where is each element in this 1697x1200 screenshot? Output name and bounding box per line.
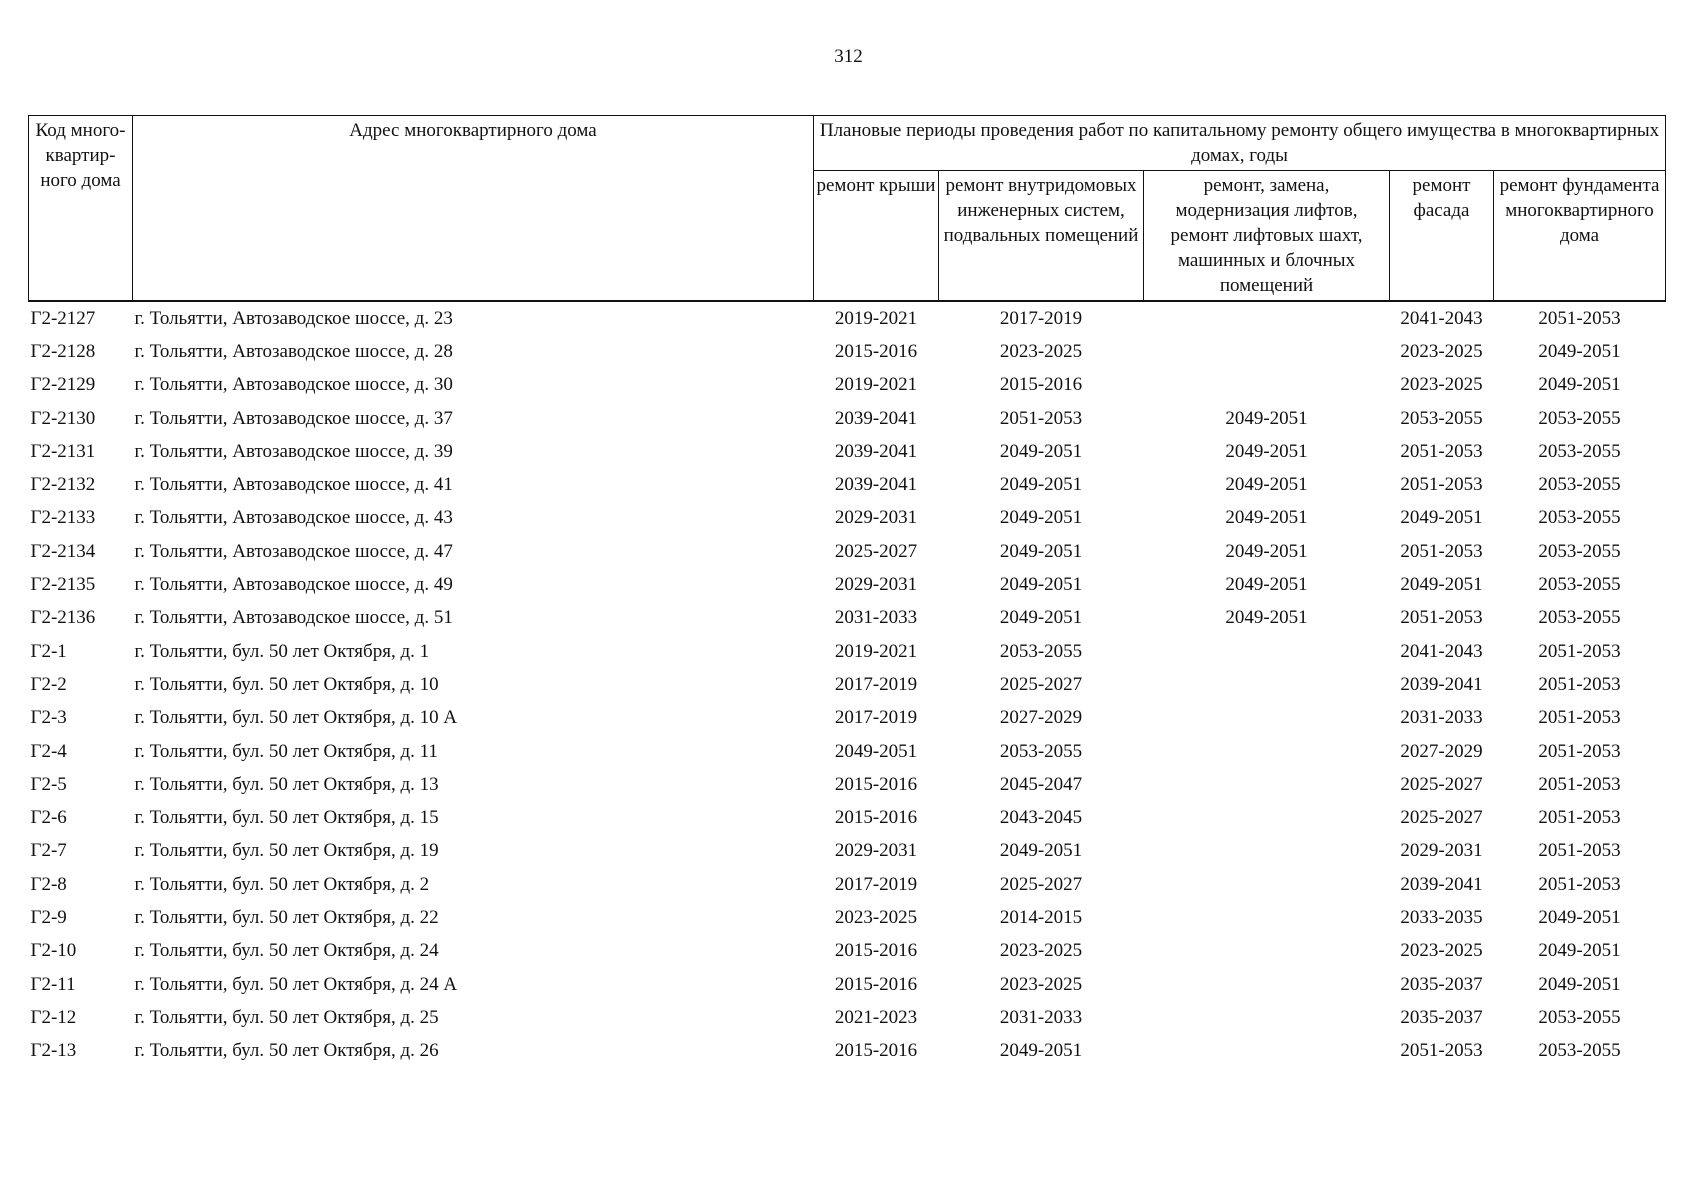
- cell-address: г. Тольятти, бул. 50 лет Октября, д. 24 А: [134, 973, 458, 995]
- cell-facade: 2023-2025: [1400, 374, 1483, 396]
- cell-facade: 2023-2025: [1400, 940, 1483, 962]
- cell-foundation: 2053-2055: [1538, 407, 1621, 429]
- cell-foundation: 2053-2055: [1538, 1006, 1621, 1028]
- cell-address: г. Тольятти, бул. 50 лет Октября, д. 13: [134, 773, 439, 795]
- header-roof: ремонт крыши: [814, 171, 939, 302]
- cell-code: Г2-2127: [30, 307, 96, 329]
- cell-code: Г2-4: [30, 740, 67, 762]
- cell-code: Г2-12: [30, 1006, 77, 1028]
- cell-foundation: 2053-2055: [1538, 507, 1621, 529]
- table-row: [29, 768, 1666, 801]
- cell-code: Г2-7: [30, 840, 67, 862]
- cell-elevators: [1144, 901, 1390, 934]
- cell-code: Г2-5: [30, 773, 67, 795]
- cell-roof: 2015-2016: [834, 340, 918, 362]
- cell-engineering: 2049-2051: [999, 574, 1083, 596]
- table-row: [29, 868, 1666, 901]
- cell-code: Г2-2128: [30, 340, 96, 362]
- cell-code: Г2-2133: [30, 507, 96, 529]
- cell-address: г. Тольятти, бул. 50 лет Октября, д. 19: [134, 840, 439, 862]
- cell-code: Г2-11: [30, 973, 76, 995]
- cell-foundation: 2051-2053: [1538, 707, 1621, 729]
- capital-repair-schedule-table: [28, 115, 1666, 1068]
- cell-code: Г2-9: [30, 906, 67, 928]
- cell-elevators: 2049-2051: [1225, 440, 1308, 462]
- cell-roof: 2023-2025: [834, 906, 918, 928]
- cell-engineering: 2027-2029: [999, 707, 1083, 729]
- cell-elevators: [1144, 702, 1390, 735]
- cell-roof: 2039-2041: [834, 440, 918, 462]
- cell-roof: 2031-2033: [834, 607, 918, 629]
- cell-foundation: 2053-2055: [1538, 540, 1621, 562]
- cell-code: Г2-1: [30, 640, 67, 662]
- header-address: Адрес многоквартирного дома: [133, 116, 814, 302]
- cell-engineering: 2025-2027: [999, 673, 1083, 695]
- cell-facade: 2051-2053: [1400, 1040, 1483, 1062]
- cell-foundation: 2051-2053: [1538, 873, 1621, 895]
- cell-facade: 2027-2029: [1400, 740, 1483, 762]
- cell-facade: 2025-2027: [1400, 807, 1483, 829]
- cell-foundation: 2051-2053: [1538, 773, 1621, 795]
- cell-engineering: 2053-2055: [999, 640, 1083, 662]
- table-row: [29, 402, 1666, 435]
- cell-facade: 2039-2041: [1400, 673, 1483, 695]
- cell-roof: 2017-2019: [834, 707, 918, 729]
- table-row: [29, 935, 1666, 968]
- cell-foundation: 2053-2055: [1538, 1040, 1621, 1062]
- cell-roof: 2019-2021: [834, 374, 918, 396]
- cell-facade: 2053-2055: [1400, 407, 1483, 429]
- cell-facade: 2051-2053: [1400, 440, 1483, 462]
- cell-code: Г2-8: [30, 873, 67, 895]
- cell-engineering: 2049-2051: [999, 540, 1083, 562]
- cell-facade: 2031-2033: [1400, 707, 1483, 729]
- cell-foundation: 2051-2053: [1538, 740, 1621, 762]
- cell-foundation: 2051-2053: [1538, 673, 1621, 695]
- cell-elevators: 2049-2051: [1225, 474, 1308, 496]
- cell-code: Г2-2134: [30, 540, 96, 562]
- table-row: [29, 369, 1666, 402]
- cell-facade: 2041-2043: [1400, 640, 1483, 662]
- cell-address: г. Тольятти, Автозаводское шоссе, д. 47: [134, 540, 453, 562]
- cell-engineering: 2025-2027: [999, 873, 1083, 895]
- cell-elevators: [1144, 369, 1390, 402]
- cell-address: г. Тольятти, Автозаводское шоссе, д. 28: [134, 340, 453, 362]
- cell-foundation: 2049-2051: [1538, 340, 1621, 362]
- table-header: [29, 116, 1666, 302]
- cell-address: г. Тольятти, Автозаводское шоссе, д. 39: [134, 440, 453, 462]
- cell-code: Г2-3: [30, 707, 67, 729]
- cell-roof: 2029-2031: [834, 574, 918, 596]
- cell-elevators: [1144, 801, 1390, 834]
- cell-facade: 2033-2035: [1400, 906, 1483, 928]
- cell-foundation: 2051-2053: [1538, 807, 1621, 829]
- cell-foundation: 2049-2051: [1538, 374, 1621, 396]
- cell-elevators: 2049-2051: [1225, 540, 1308, 562]
- cell-facade: 2035-2037: [1400, 973, 1483, 995]
- cell-facade: 2049-2051: [1400, 507, 1483, 529]
- cell-foundation: 2049-2051: [1538, 906, 1621, 928]
- cell-roof: 2039-2041: [834, 474, 918, 496]
- cell-elevators: [1144, 768, 1390, 801]
- cell-address: г. Тольятти, Автозаводское шоссе, д. 37: [134, 407, 453, 429]
- cell-foundation: 2053-2055: [1538, 474, 1621, 496]
- cell-foundation: 2051-2053: [1538, 840, 1621, 862]
- cell-address: г. Тольятти, Автозаводское шоссе, д. 43: [134, 507, 453, 529]
- cell-elevators: [1144, 635, 1390, 668]
- cell-address: г. Тольятти, бул. 50 лет Октября, д. 22: [134, 906, 439, 928]
- cell-elevators: [1144, 935, 1390, 968]
- cell-facade: 2051-2053: [1400, 607, 1483, 629]
- table-row: [29, 635, 1666, 668]
- header-facade: ремонт фасада: [1390, 171, 1494, 302]
- cell-roof: 2017-2019: [834, 873, 918, 895]
- table-row: [29, 1001, 1666, 1034]
- cell-engineering: 2014-2015: [999, 906, 1083, 928]
- cell-code: Г2-2136: [30, 607, 96, 629]
- cell-foundation: 2053-2055: [1538, 574, 1621, 596]
- cell-facade: 2041-2043: [1400, 307, 1483, 329]
- cell-code: Г2-6: [30, 807, 67, 829]
- cell-elevators: [1144, 968, 1390, 1001]
- cell-address: г. Тольятти, бул. 50 лет Октября, д. 2: [134, 873, 430, 895]
- table-row: [29, 301, 1666, 335]
- table-row: [29, 735, 1666, 768]
- cell-address: г. Тольятти, бул. 50 лет Октября, д. 25: [134, 1006, 439, 1028]
- table-row: [29, 835, 1666, 868]
- table-row: [29, 668, 1666, 701]
- header-foundation: ремонт фундамента многоквартирного дома: [1494, 171, 1666, 302]
- cell-elevators: [1144, 668, 1390, 701]
- cell-elevators: [1144, 1001, 1390, 1034]
- cell-facade: 2029-2031: [1400, 840, 1483, 862]
- cell-elevators: 2049-2051: [1225, 607, 1308, 629]
- cell-elevators: [1144, 835, 1390, 868]
- table-row: [29, 801, 1666, 834]
- cell-roof: 2029-2031: [834, 507, 918, 529]
- cell-elevators: 2049-2051: [1225, 574, 1308, 596]
- cell-address: г. Тольятти, бул. 50 лет Октября, д. 15: [134, 807, 439, 829]
- cell-address: г. Тольятти, бул. 50 лет Октября, д. 10: [134, 673, 439, 695]
- cell-address: г. Тольятти, Автозаводское шоссе, д. 49: [134, 574, 453, 596]
- cell-foundation: 2053-2055: [1538, 607, 1621, 629]
- cell-address: г. Тольятти, бул. 50 лет Октября, д. 10 А: [134, 707, 458, 729]
- cell-engineering: 2049-2051: [999, 507, 1083, 529]
- header-planned-periods: Плановые периоды проведения работ по капитальному ремонту общего имущества в многоквартирных домах, годы: [814, 116, 1666, 171]
- cell-elevators: [1144, 735, 1390, 768]
- table-row: [29, 968, 1666, 1001]
- table-row: [29, 702, 1666, 735]
- cell-engineering: 2043-2045: [999, 807, 1083, 829]
- header-elevators: ремонт, замена, модернизация лифтов, ремонт лифтовых шахт, машинных и блочных помещений: [1144, 171, 1390, 302]
- header-code: Код много-квартир-ного дома: [29, 116, 133, 302]
- cell-foundation: 2051-2053: [1538, 307, 1621, 329]
- table-row: [29, 535, 1666, 568]
- cell-code: Г2-2129: [30, 374, 96, 396]
- cell-engineering: 2015-2016: [999, 374, 1083, 396]
- cell-facade: 2039-2041: [1400, 873, 1483, 895]
- cell-elevators: 2049-2051: [1225, 507, 1308, 529]
- cell-address: г. Тольятти, Автозаводское шоссе, д. 23: [134, 307, 453, 329]
- cell-foundation: 2049-2051: [1538, 973, 1621, 995]
- table-row: [29, 435, 1666, 468]
- cell-code: Г2-10: [30, 940, 77, 962]
- cell-roof: 2021-2023: [834, 1006, 918, 1028]
- cell-roof: 2039-2041: [834, 407, 918, 429]
- cell-code: Г2-13: [30, 1040, 77, 1062]
- table-row: [29, 335, 1666, 368]
- cell-roof: 2019-2021: [834, 640, 918, 662]
- cell-address: г. Тольятти, бул. 50 лет Октября, д. 1: [134, 640, 430, 662]
- cell-roof: 2015-2016: [834, 940, 918, 962]
- cell-roof: 2029-2031: [834, 840, 918, 862]
- cell-code: Г2-2135: [30, 574, 96, 596]
- cell-facade: 2025-2027: [1400, 773, 1483, 795]
- cell-roof: 2049-2051: [834, 740, 918, 762]
- cell-elevators: [1144, 335, 1390, 368]
- cell-facade: 2049-2051: [1400, 574, 1483, 596]
- cell-address: г. Тольятти, Автозаводское шоссе, д. 51: [134, 607, 453, 629]
- cell-elevators: [1144, 1035, 1390, 1068]
- cell-engineering: 2049-2051: [999, 840, 1083, 862]
- table-row: [29, 602, 1666, 635]
- cell-roof: 2019-2021: [834, 307, 918, 329]
- cell-foundation: 2049-2051: [1538, 940, 1621, 962]
- cell-foundation: 2053-2055: [1538, 440, 1621, 462]
- cell-facade: 2051-2053: [1400, 540, 1483, 562]
- table-row: [29, 901, 1666, 934]
- cell-address: г. Тольятти, бул. 50 лет Октября, д. 11: [134, 740, 438, 762]
- cell-facade: 2051-2053: [1400, 474, 1483, 496]
- cell-code: Г2-2132: [30, 474, 96, 496]
- table-body: [29, 301, 1666, 1068]
- cell-engineering: 2049-2051: [999, 1040, 1083, 1062]
- cell-engineering: 2051-2053: [999, 407, 1083, 429]
- cell-engineering: 2023-2025: [999, 340, 1083, 362]
- cell-engineering: 2049-2051: [999, 440, 1083, 462]
- cell-address: г. Тольятти, бул. 50 лет Октября, д. 24: [134, 940, 439, 962]
- cell-engineering: 2031-2033: [999, 1006, 1083, 1028]
- header-engineering-systems: ремонт внутридомовых инженерных систем, подвальных помещений: [939, 171, 1144, 302]
- cell-elevators: 2049-2051: [1225, 407, 1308, 429]
- cell-elevators: [1144, 868, 1390, 901]
- cell-engineering: 2049-2051: [999, 607, 1083, 629]
- cell-foundation: 2051-2053: [1538, 640, 1621, 662]
- cell-roof: 2025-2027: [834, 540, 918, 562]
- table-row: [29, 1035, 1666, 1068]
- cell-engineering: 2023-2025: [999, 973, 1083, 995]
- cell-address: г. Тольятти, бул. 50 лет Октября, д. 26: [134, 1040, 439, 1062]
- cell-facade: 2035-2037: [1400, 1006, 1483, 1028]
- cell-roof: 2017-2019: [834, 673, 918, 695]
- cell-facade: 2023-2025: [1400, 340, 1483, 362]
- table-row: [29, 502, 1666, 535]
- cell-roof: 2015-2016: [834, 773, 918, 795]
- cell-engineering: 2023-2025: [999, 940, 1083, 962]
- cell-roof: 2015-2016: [834, 973, 918, 995]
- cell-engineering: 2017-2019: [999, 307, 1083, 329]
- cell-code: Г2-2: [30, 673, 67, 695]
- cell-engineering: 2053-2055: [999, 740, 1083, 762]
- cell-engineering: 2045-2047: [999, 773, 1083, 795]
- cell-elevators: [1144, 301, 1390, 335]
- cell-roof: 2015-2016: [834, 807, 918, 829]
- cell-engineering: 2049-2051: [999, 474, 1083, 496]
- page-number: 312: [834, 46, 863, 67]
- cell-address: г. Тольятти, Автозаводское шоссе, д. 41: [134, 474, 453, 496]
- table-row: [29, 568, 1666, 601]
- cell-code: Г2-2131: [30, 440, 96, 462]
- table-row: [29, 468, 1666, 501]
- cell-address: г. Тольятти, Автозаводское шоссе, д. 30: [134, 374, 453, 396]
- cell-roof: 2015-2016: [834, 1040, 918, 1062]
- cell-code: Г2-2130: [30, 407, 96, 429]
